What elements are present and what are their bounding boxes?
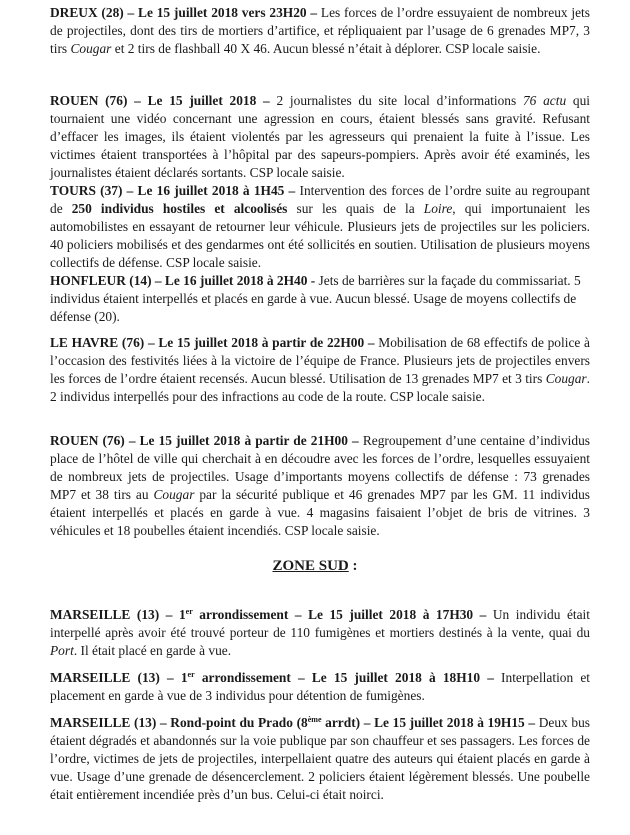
incident-text-bold: 250 individus hostiles et alcoolisés: [71, 201, 288, 216]
heading-part: MARSEILLE (13) – Rond-point du Prado (8: [50, 715, 308, 730]
incident-text: et 2 tirs de flashball 40 X 46. Aucun blessé n’était à déplorer. CSP locale saisie.: [111, 41, 541, 56]
incident-entry-marseille-2: [50, 669, 590, 705]
incident-text-italic: Port: [50, 643, 74, 658]
incident-entry-le-havre: [50, 334, 590, 406]
incident-text: Interpellation et placement en garde à vue de 3 individus pour détention de fumigènes.: [50, 670, 590, 703]
incident-heading: HONFLEUR (14) – Le 16 juillet 2018 à 2H40 -: [50, 273, 316, 288]
incident-entry-marseille-3: [50, 714, 590, 804]
incident-text: Regroupement d’une centaine d’individus place de l’hôtel de ville qui cherchait à en découdre avec les forces de l’ordre, lesquelles essuyaient de nombreux jets de projectiles. Usage d’importants moyens collectifs de défense : 73 grenades MP7 et 38 tirs au: [50, 433, 590, 502]
incident-text: Intervention des forces de l’ordre suite au regroupant de: [50, 183, 591, 216]
incident-entry-honfleur: [50, 272, 590, 326]
heading-part: arrondissement – Le 15 juillet 2018 à 17H30 –: [192, 607, 487, 622]
incident-text: sur les quais de la: [287, 201, 424, 216]
incident-heading: TOURS (37) – Le 16 juillet 2018 à 1H45 –: [50, 183, 296, 198]
incident-heading: DREUX (28) – Le 15 juillet 2018 vers 23H20 –: [50, 5, 318, 20]
incident-heading: [50, 715, 535, 730]
incident-text: 2 journalistes du site local d’informations: [269, 93, 523, 108]
incident-heading: [50, 670, 494, 685]
incident-heading: ROUEN (76) – Le 15 juillet 2018 à partir de 21H00 –: [50, 433, 359, 448]
incident-text: par la sécurité publique et 46 grenades MP7 par les GM. 11 individus étaient interpellés et placés en garde à vue. 4 magasins faisaient l’objet de bris de vitrines. 3 véhicules et 18 poubelles étaient incendiés. CSP locale saisie.: [50, 487, 591, 538]
heading-part: MARSEILLE (13) – 1: [50, 607, 186, 622]
heading-part: MARSEILLE (13) – 1: [50, 670, 188, 685]
incident-heading: ROUEN (76) – Le 15 juillet 2018 –: [50, 93, 270, 108]
incident-text: Les forces de l’ordre essuyaient de nombreux jets de projectiles, dont des tirs de mortiers d’artifice, et répliquaient par l’usage de 6 grenades MP7, 3 tirs: [50, 5, 590, 56]
section-heading-suffix: :: [348, 558, 358, 574]
incident-text: Mobilisation de 68 effectifs de police à l’occasion des festivités liées à la victoire de l’équipe de France. Plusieurs jets de projectiles envers les forces de l’ordre étaient recensés. Aucun blessé. Utilisation de 13 grenades MP7 et 3 tirs: [50, 335, 590, 386]
incident-entry-dreux: [50, 4, 590, 58]
incident-heading: [50, 607, 486, 622]
heading-part: arrdt) – Le 15 juillet 2018 à 19H15 –: [321, 715, 536, 730]
incident-text-italic: 76 actu: [522, 93, 567, 108]
superscript: ème: [307, 715, 322, 724]
incident-text: qui tournaient une vidéo concernant une agression en cours, étaient blessés sans gravité. Refusant d’effacer les images, ils étaient violentés par les agresseurs qui prenaient la fuite à l’issue. Les victimes étaient transportées à l’hôpital par des sapeurs-pompiers. Après avoir été examinés, les journalistes étaient déclarés sortants. CSP locale saisie.: [50, 93, 590, 180]
incident-heading: LE HAVRE (76) – Le 15 juillet 2018 à partir de 22H00 –: [50, 335, 375, 350]
incident-text-italic: Loire: [423, 201, 453, 216]
section-heading-label: ZONE SUD: [272, 558, 349, 574]
incident-text: Un individu était interpellé après avoir été trouvé porteur de 110 fumigènes et mortiers destinés à la vente, quai du: [50, 607, 590, 640]
incident-text: . Il était placé en garde à vue.: [73, 643, 232, 658]
incident-text-italic: Cougar: [70, 41, 112, 56]
incident-text: Jets de barrières sur la façade du commissariat. 5 individus étaient interpellés et placés en garde à vue. Aucun blessé. Usage de moyens collectifs de défense (20).: [50, 273, 581, 324]
heading-part: arrondissement – Le 15 juillet 2018 à 18H10 –: [194, 670, 494, 685]
section-heading-zone-sud: [0, 558, 630, 575]
incident-entry-rouen-1: [50, 92, 590, 182]
incident-entry-marseille-1: [50, 606, 590, 660]
superscript: er: [187, 670, 195, 679]
incident-text-italic: Cougar: [153, 487, 195, 502]
incident-text: . 2 individus interpellés pour des infractions au code de la route. CSP locale saisie.: [50, 371, 590, 404]
incident-text: , qui importunaient les automobilistes en essayant de retourner leur véhicule. Plusieurs jets de projectiles sur les policiers. 40 policiers mobilisés et des gendarmes ont été sollicités en soutien. Utilisation de plusieurs moyens collectifs de défense. CSP locale saisie.: [50, 201, 590, 270]
incident-entry-tours: [50, 182, 590, 272]
incident-entry-rouen-2: [50, 432, 590, 540]
incident-text-italic: Cougar: [545, 371, 587, 386]
incident-text: Deux bus étaient dégradés et abandonnés sur la voie publique par son chauffeur et ses passagers. Les forces de l’ordre, victimes de jets de projectiles, interpellaient quatre des auteurs qui étaient placés en garde à vue. Usage d’une grenade de désencerclement. 2 policiers étaient légèrement blessés. Une poubelle était entièrement incendiée près d’un bus. Celui-ci était noirci.: [50, 715, 590, 802]
superscript: er: [185, 607, 193, 616]
